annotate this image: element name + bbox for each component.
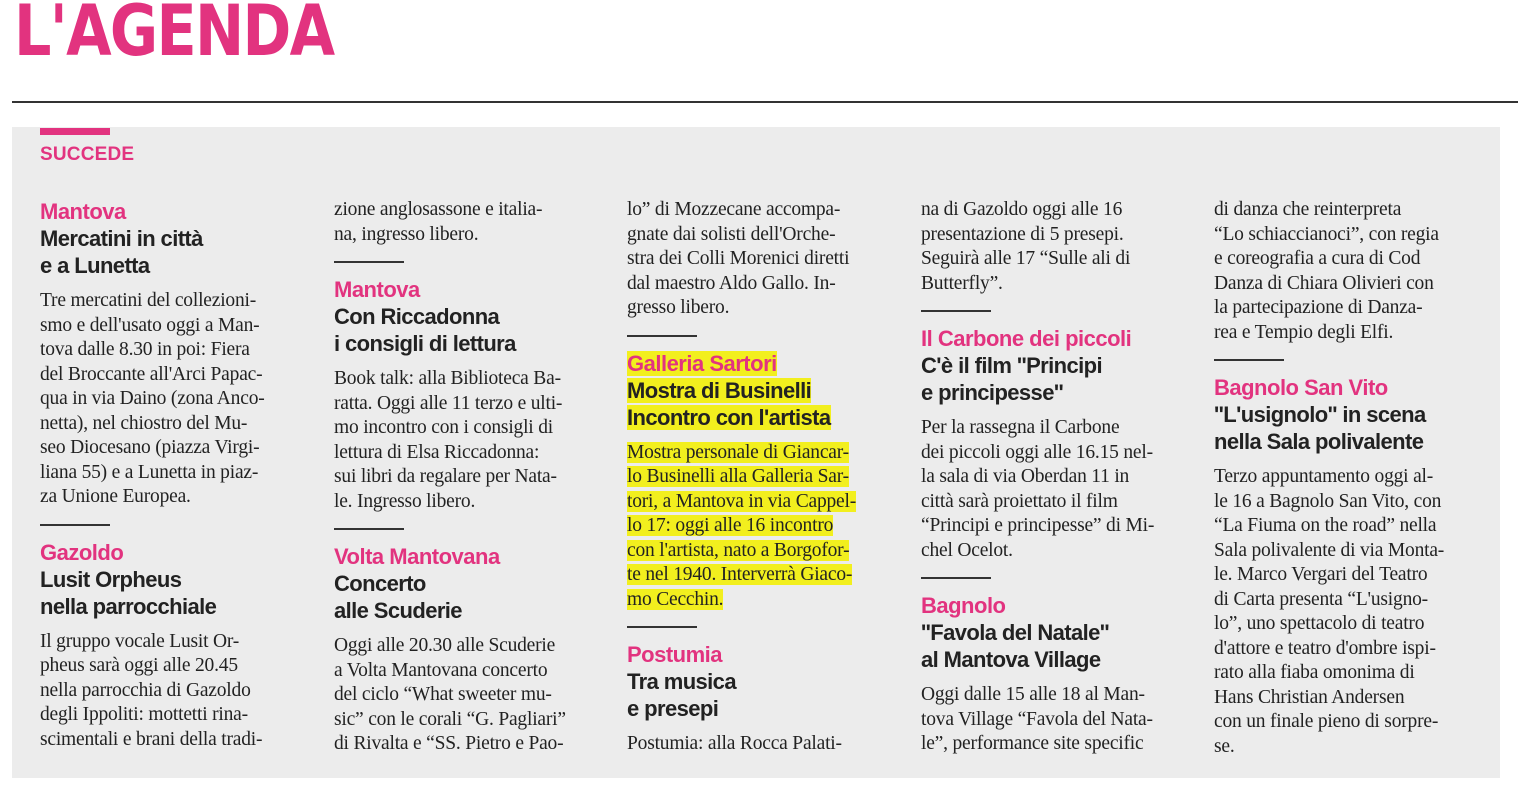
article-title: C'è il film ''Principi e principesse'' xyxy=(921,353,1102,405)
article-title: Concerto alle Scuderie xyxy=(334,571,462,623)
article-body-continued: lo” di Mozzecane accompa- gnate dai solisti dell'Orche- stra dei Colli Morenici diretti dal maestro Aldo Gallo. In- gresso libero. xyxy=(627,199,850,318)
article-title: ''Favola del Natale'' al Mantova Village xyxy=(921,620,1110,672)
highlight-title: Mostra di Businelli Incontro con l'artista xyxy=(627,377,831,430)
article-location: Mantova xyxy=(334,277,420,302)
article-divider xyxy=(1214,359,1284,361)
article-location: Mantova xyxy=(40,199,126,224)
article-location: Il Carbone dei piccoli xyxy=(921,326,1132,351)
column-4 xyxy=(921,198,1189,768)
article-body-continued: na di Gazoldo oggi alle 16 presentazione di 5 presepi. Seguirà alle 17 “Sulle ali di Butterfly”. xyxy=(921,199,1131,294)
article-title xyxy=(627,377,895,431)
article-title: Con Riccadonna i consigli di lettura xyxy=(334,304,516,356)
article-title: ''L'usignolo'' in scena nella Sala polivalente xyxy=(1214,402,1426,454)
article-title: Lusit Orpheus nella parrocchiale xyxy=(40,566,217,619)
article-location: Volta Mantovana xyxy=(334,544,500,569)
article-location: Bagnolo San Vito xyxy=(1214,375,1388,400)
article-divider xyxy=(921,310,991,312)
article-divider xyxy=(627,335,697,337)
highlight-location: Galleria Sartori xyxy=(627,350,777,376)
article-divider xyxy=(334,528,404,530)
article-body: Terzo appuntamento oggi al- le 16 a Bagnolo San Vito, con “La Fiuma on the road” nella Sala polivalente di via Monta- le. Marco Vergari del Teatro di Carta presenta “L'usigno- lo”, uno spettacolo di teatro d'attore e teatro d'ombre ispi- rato alla fiaba omonima di Hans Christian Andersen con un finale pieno di sorpre- se. xyxy=(1214,466,1445,757)
masthead-rule xyxy=(12,101,1518,103)
highlight-body: Mostra personale di Giancar- lo Businelli alla Galleria Sar- tori, a Mantova in via Cappel- lo 17: oggi alle 16 incontro con l'artista, nato a Borgofor- te nel 1940. Interverrà Giaco- mo Cecchin. xyxy=(627,441,857,610)
article-body: Postumia: alla Rocca Palati- xyxy=(627,733,842,754)
section-accent-bar xyxy=(40,128,110,135)
article-body-continued: zione anglosassone e italia- na, ingresso libero. xyxy=(334,199,543,245)
article-body: Book talk: alla Biblioteca Ba- ratta. Oggi alle 11 terzo e ulti- mo incontro con i consigli di lettura di Elsa Riccadonna: sui libri da regalare per Nata- le. Ingresso libero. xyxy=(334,368,563,512)
section-label: SUCCEDE xyxy=(40,144,135,165)
masthead-title: L'AGENDA xyxy=(14,0,334,72)
article-body xyxy=(627,441,895,613)
article-body: Oggi alle 20.30 alle Scuderie a Volta Mantovana concerto del ciclo “What sweeter mu- sic” con le corali “G. Pagliari” di Rivalta e “SS. Pietro e Pao- xyxy=(334,635,566,754)
article-location xyxy=(627,350,895,377)
article-title: Mercatini in città e a Lunetta xyxy=(40,226,203,278)
article-body: Tre mercatini del collezioni- smo e dell'usato oggi a Man- tova dalle 8.30 in poi: Fiera del Broccante all'Arci Papac- qua in via Daino (zona Anco- netta), nel chiostro del Mu- seo Diocesano (piazza Virgi- liana 55) e a Lunetta in piaz- za Unione Europea. xyxy=(40,290,265,507)
column-5 xyxy=(1214,198,1482,768)
article-location: Postumia xyxy=(627,642,723,667)
article-divider xyxy=(40,524,110,526)
column-2 xyxy=(334,198,602,768)
article-divider xyxy=(921,577,991,579)
column-1 xyxy=(40,198,308,768)
article-title: Tra musica e presepi xyxy=(627,669,736,721)
article-location: Bagnolo xyxy=(921,593,1006,618)
article-body: Per la rassegna il Carbone dei piccoli oggi alle 16.15 nel- la sala di via Oberdan 11 in città sarà proiettato il film “Principi e principesse” di Mi- chel Ocelot. xyxy=(921,417,1155,561)
article-divider xyxy=(334,261,404,263)
article-divider xyxy=(627,626,697,628)
article-location: Gazoldo xyxy=(40,539,124,565)
article-body-continued: di danza che reinterpreta “Lo schiaccianoci”, con regia e coreografia a cura di Cod Danza di Chiara Olivieri con la partecipazione di Danza- rea e Tempio degli Elfi. xyxy=(1214,199,1439,343)
article-body: Il gruppo vocale Lusit Or- pheus sarà oggi alle 20.45 nella parrocchia di Gazoldo degli Ippoliti: mottetti rina- scimentali e brani della tradi- xyxy=(40,630,263,750)
column-3 xyxy=(627,198,895,768)
article-body: Oggi dalle 15 alle 18 al Man- tova Village “Favola del Nata- le”, performance site specific xyxy=(921,684,1153,754)
